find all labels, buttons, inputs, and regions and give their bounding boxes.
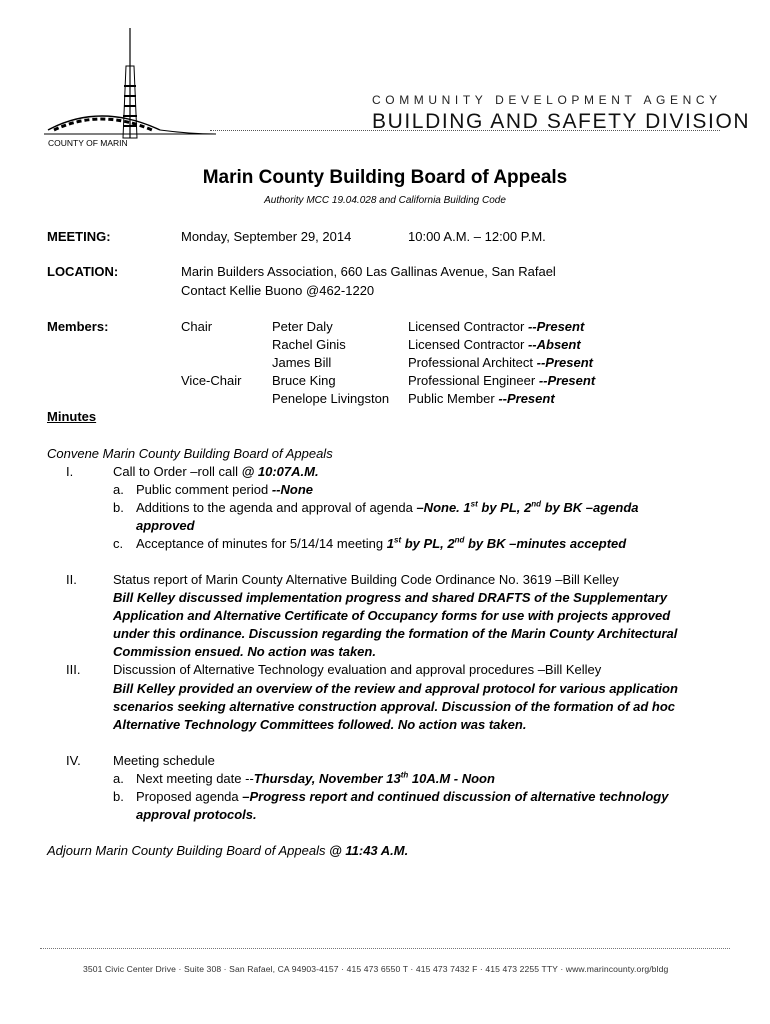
item-number: I. (66, 464, 74, 479)
minutes-heading: Minutes (47, 409, 97, 424)
meeting-time: 10:00 A.M. – 12:00 P.M. (408, 229, 546, 244)
subitem-agenda-approval: Additions to the agenda and approval of agenda –None. 1st by PL, 2nd by BK –agenda (136, 499, 639, 515)
subitem-next-meeting: Next meeting date --Thursday, November 13th 10A.M - Noon (136, 770, 495, 786)
subitem-agenda-approval-cont: approved (136, 518, 195, 533)
subitem-proposed-agenda-cont: approval protocols. (136, 807, 257, 822)
member-status: --Present (536, 355, 593, 370)
member-name: Penelope Livingston (272, 391, 390, 406)
header-divider (210, 130, 720, 131)
footer-divider (40, 948, 730, 949)
member-name: James Bill (272, 355, 332, 370)
meeting-label: MEETING: (47, 229, 111, 244)
subitem-proposed-agenda: Proposed agenda –Progress report and continued discussion of alternative technology (136, 789, 669, 804)
item-status-report-note: Bill Kelley discussed implementation progress and shared DRAFTS of the Supplementary (113, 590, 668, 605)
member-position: Licensed Contractor --Absent (408, 337, 581, 352)
location-address: Marin Builders Association, 660 Las Gallinas Avenue, San Rafael (181, 264, 556, 279)
item-number: III. (66, 662, 81, 677)
item-number: II. (66, 572, 77, 587)
item-number: IV. (66, 753, 81, 768)
county-of-marin-logo (40, 26, 220, 156)
members-label: Members: (47, 319, 109, 334)
member-name: Bruce King (272, 373, 336, 388)
item-alt-technology: Discussion of Alternative Technology evaluation and approval procedures –Bill Kelley (113, 662, 602, 677)
footer-contact: 3501 Civic Center Drive · Suite 308 · San Rafael, CA 94903-4157 · 415 473 6550 T · 415 473 7432 F · 415 473 2255 TTY · www.marincounty.org/bldg (83, 964, 669, 974)
item-status-report-note: Application and Alternative Certificate of Occupancy forms for use with projects approved (113, 608, 671, 623)
subitem-letter: b. (113, 500, 124, 515)
item-status-report-note: under this ordinance. Discussion regarding the formation of the Marin County Architectural (113, 626, 678, 641)
convene-line: Convene Marin County Building Board of Appeals (47, 446, 333, 461)
member-name: Peter Daly (272, 319, 333, 334)
division-name: BUILDING AND SAFETY DIVISION (372, 110, 751, 133)
item-status-report-note: Commission ensued. No action was taken. (113, 644, 376, 659)
item-status-report: Status report of Marin County Alternative Building Code Ordinance No. 3619 –Bill Kelley (113, 572, 619, 587)
member-position: Public Member --Present (408, 391, 555, 406)
subitem-letter: a. (113, 482, 124, 497)
subitem-letter: b. (113, 789, 124, 804)
agency-name: COMMUNITY DEVELOPMENT AGENCY (372, 93, 722, 107)
subitem-letter: c. (113, 536, 124, 551)
member-name: Rachel Ginis (272, 337, 346, 352)
member-status: --Present (538, 373, 596, 388)
meeting-date: Monday, September 29, 2014 (181, 229, 352, 244)
member-status: --Present (527, 319, 585, 334)
item-alt-technology-note: Bill Kelley provided an overview of the review and approval protocol for various application (113, 681, 678, 696)
member-status: --Absent (527, 337, 581, 352)
member-position: Professional Engineer --Present (408, 373, 596, 388)
member-role: Vice-Chair (181, 373, 242, 388)
subitem-minutes-acceptance: Acceptance of minutes for 5/14/14 meeting 1st by PL, 2nd by BK –minutes accepted (136, 535, 627, 551)
location-contact: Contact Kellie Buono @462-1220 (181, 283, 375, 298)
member-position: Licensed Contractor --Present (408, 319, 585, 334)
adjourn-line: Adjourn Marin County Building Board of Appeals @ 11:43 A.M. (47, 843, 409, 858)
item-call-to-order: Call to Order –roll call @ 10:07A.M. (113, 464, 319, 479)
member-position: Professional Architect --Present (408, 355, 593, 370)
member-role: Chair (181, 319, 213, 334)
item-meeting-schedule: Meeting schedule (113, 753, 215, 768)
subitem-public-comment: Public comment period --None (136, 482, 314, 497)
county-label: COUNTY OF MARIN (48, 138, 128, 148)
location-label: LOCATION: (47, 264, 119, 279)
member-status: --Present (498, 391, 555, 406)
subitem-letter: a. (113, 771, 124, 786)
item-alt-technology-note: Alternative Technology Committees followed. No action was taken. (113, 717, 527, 732)
item-alt-technology-note: scenarios seeking alternative construction approval. Discussion of the formation of ad hoc (113, 699, 676, 714)
authority-line: Authority MCC 19.04.028 and California Building Code (264, 195, 506, 206)
page-title: Marin County Building Board of Appeals (202, 167, 568, 188)
